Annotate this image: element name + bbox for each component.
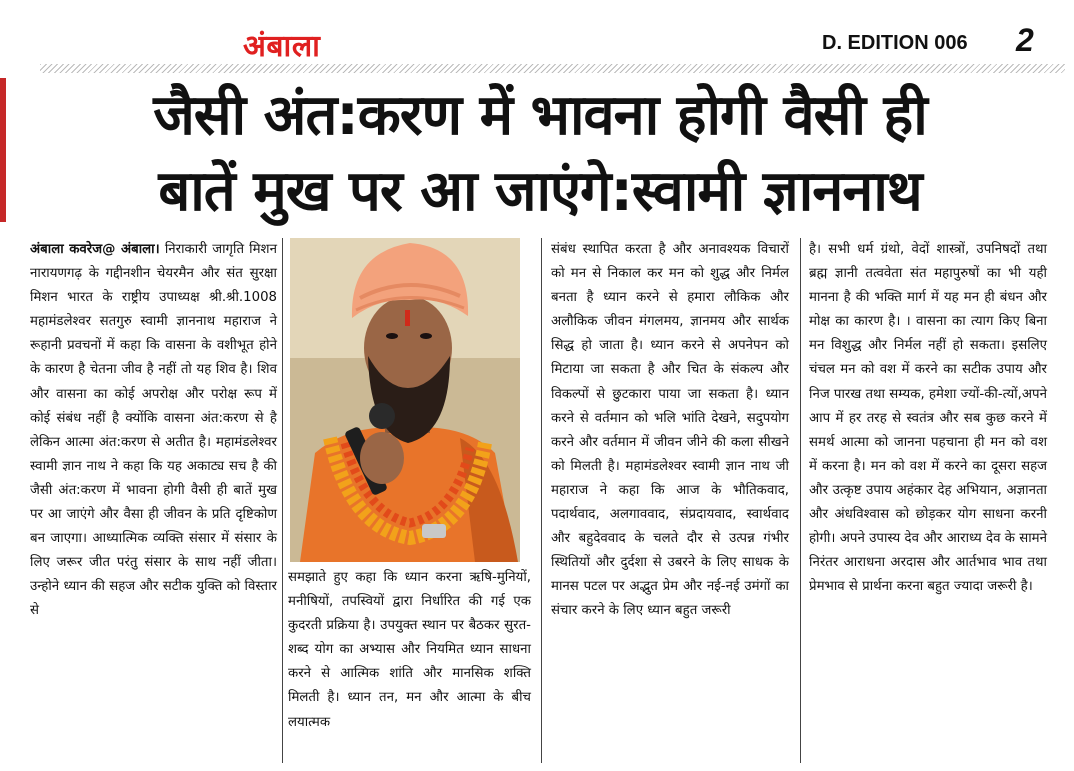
masthead [0, 0, 1074, 72]
accent-bar [0, 78, 6, 222]
article-column-3 [551, 238, 789, 624]
column-text: समझाते हुए कहा कि ध्यान करना ऋषि-मुनियों, मनीषियों, तपस्वियों द्वारा निर्धारित की गई एक कुदरती प्रक्रिया है। उपयुक्त स्थान पर बैठकर सुरत-शब्द योग का अभ्यास और नियमित ध्यान साधना करने से आत्मिक शांति और मानसिक शक्ति मिलती है। ध्यान तन, मन और आत्मा के बीच लयात्मक [288, 570, 531, 730]
headline [10, 78, 1070, 230]
column-text: है। सभी धर्म ग्रंथो, वेदों शास्त्रों, उपनिषदों तथा ब्रह्म ज्ञानी तत्ववेता संत महापुरुषों का भी यही मानना है की भक्ति मार्ग में यह मन ही बंधन और मोक्ष का कारण है। । वासना का त्याग किए बिना मन विशुद्ध और निर्मल नहीं हो सकता। इसलिए चंचल मन को वश में करने का सटीक उपाय और निज पारख तथा सम्यक, हमेशा ज्यों-की-त्यों,अपने आप में हर तरह से स्वतंत्र और सब कुछ करने में समर्थ आत्मा को जानना पहचाना ही मन को वश में करना है। मन को वश में करने का दूसरा सहज और उत्कृष्ट उपाय अहंकार देह अभियान, अज्ञानता और अंधविश्वास को छोड़कर योग साधना करनी होगी। अपने उपास्य देव और आराध्य देव के सामने निरंतर आराधना अरदास और आर्तभाव भाव तथा प्रेमभाव से प्रार्थना करना बहुत ज्यादा जरूरी है। [809, 242, 1047, 595]
column-rule [800, 238, 801, 763]
article-column-1 [30, 238, 277, 624]
article-column-4 [809, 238, 1047, 599]
column-rule [541, 238, 542, 763]
dateline: अंबाला कवरेज@ अंबाला। [30, 242, 160, 257]
city-name: अंबाला [243, 29, 321, 64]
page-number: 2 [1016, 22, 1034, 58]
hatch-divider [40, 64, 1065, 73]
edition-label: D. EDITION 006 [822, 32, 968, 54]
column-rule [282, 238, 283, 763]
article-column-2 [288, 566, 531, 735]
headline-line-1: जैसी अंत:करण में भावना होगी वैसी ही [153, 83, 927, 148]
portrait-illustration [290, 238, 520, 562]
portrait-photo [290, 238, 520, 562]
column-text: निराकारी जागृति मिशन नारायणगढ़ के गद्दीनशीन चेयरमैन और संत सुरक्षा मिशन भारत के राष्ट्रीय उपाध्यक्ष श्री.श्री.1008 महामंडलेश्वर सतगुरु स्वामी ज्ञाननाथ महाराज ने रूहानी प्रवचनों में कहा कि वासना के वशीभूत होने के कारण है चेतना जीव है नहीं तो यह शिव है। शिव और वासना का कोई अपरोक्ष और परोक्ष रूप में कोई संबंध नहीं है क्योंकि वासना अंत:करण से है लेकिन आत्मा अंत:करण से अतीत है। महामंडलेश्वर स्वामी ज्ञान नाथ ने कहा कि यह अकाट्य सच है की जैसी अंत:करण में भावना होगी वैसी ही बातें मुख पर आ जाएंगे और वैसा ही जीवन के प्रति दृष्टिकोण बन जाएगा। आध्यात्मिक व्यक्ति संसार में संसार के लिए जरूर जीत परंतु संसार के साथ नहीं जीता। उन्होने ध्यान की सहज और सटीक युक्ति को विस्तार से [30, 242, 277, 619]
headline-line-2: बातें मुख पर आ जाएंगे:स्वामी ज्ञाननाथ [158, 159, 922, 224]
column-text: संबंध स्थापित करता है और अनावश्यक विचारों को मन से निकाल कर मन को शुद्ध और निर्मल बनता है ध्यान करने से हमारा लौकिक और अलौकिक जीवन मंगलमय, ज्ञानमय और सार्थक सिद्ध हो जाता है। ध्यान करने से अपनेपन को मिटाया जा सकता है और चित के संकल्प और विकल्पों से छुटकारा पाया जा सकता है। ध्यान करने से वर्तमान को भलि भांति देखने, सदुपयोग करने और वर्तमान में जीवन जीने की कला सीखने को मिलती है। महामंडलेश्वर स्वामी ज्ञान नाथ जी महाराज ने कहा कि आज के भौतिकवाद, पदार्थवाद, अलगाववाद, संप्रदायवाद, स्वार्थवाद और बहुदेववाद के चलते दौर से उत्पन्न गंभीर स्थितियों और दुर्दशा से उबरने के लिए साधक के मानस पटल पर अद्भुत प्रेम और नई-नई उमंगों का संचार करने के लिए ध्यान बहुत जरूरी [551, 242, 789, 619]
